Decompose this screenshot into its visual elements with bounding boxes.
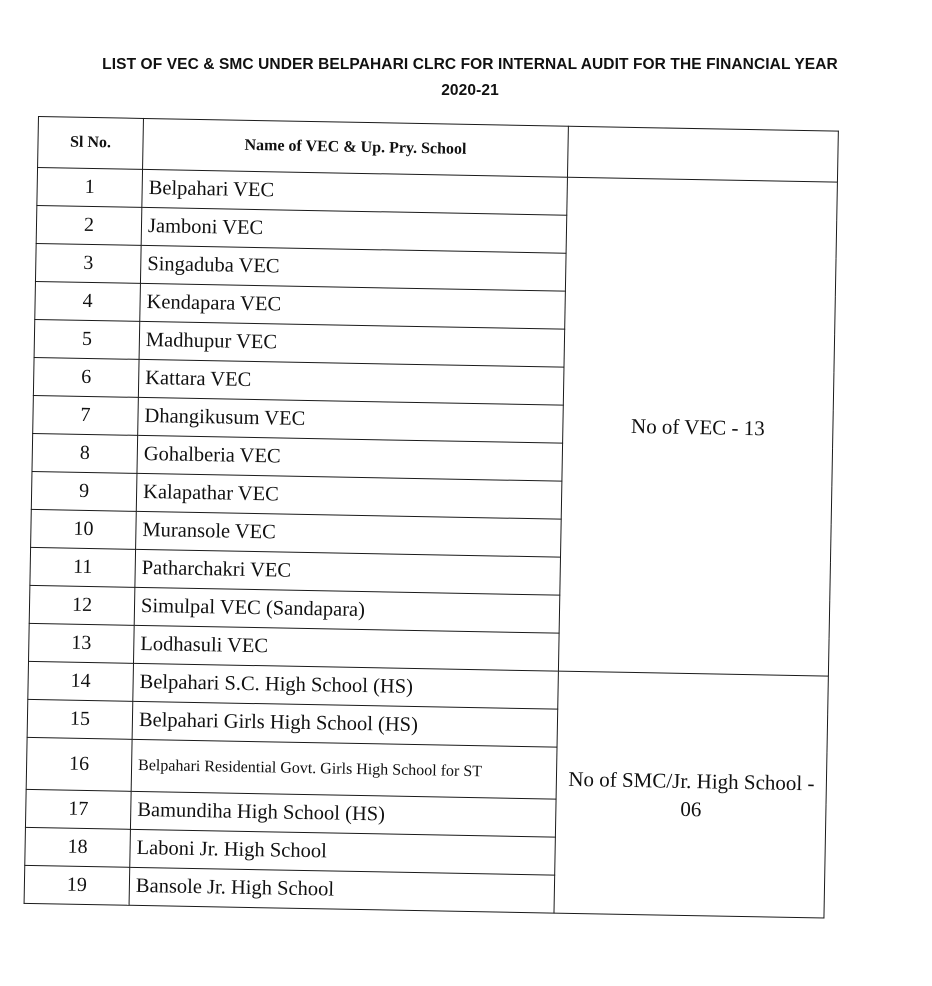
name-cell: Belpahari S.C. High School (HS) — [133, 663, 559, 709]
sl-cell: 16 — [26, 737, 132, 791]
title-line-1: LIST OF VEC & SMC UNDER BELPAHARI CLRC FOR INTERNAL AUDIT FOR THE FINANCIAL YEAR — [102, 56, 838, 73]
sl-cell: 6 — [33, 357, 139, 397]
name-cell: Madhupur VEC — [139, 321, 565, 367]
sl-cell: 9 — [31, 471, 137, 511]
sl-cell: 12 — [29, 585, 135, 625]
header-summary — [567, 126, 838, 182]
name-cell: Belpahari Girls High School (HS) — [132, 701, 558, 747]
header-sl-no: Sl No. — [38, 117, 144, 170]
name-cell: Kendapara VEC — [140, 283, 566, 329]
name-cell: Gohalberia VEC — [137, 435, 563, 481]
name-cell: Lodhasuli VEC — [133, 625, 559, 671]
name-cell: Bamundiha High School (HS) — [130, 791, 556, 837]
sl-cell: 19 — [24, 865, 130, 905]
name-cell: Belpahari VEC — [142, 169, 568, 215]
sl-cell: 1 — [37, 168, 143, 208]
sl-cell: 15 — [27, 699, 133, 739]
name-cell: Belpahari Residential Govt. Girls High School for ST — [131, 739, 557, 799]
name-cell: Dhangikusum VEC — [138, 397, 564, 443]
audit-table — [24, 116, 839, 919]
name-cell: Kalapathar VEC — [136, 473, 562, 519]
name-cell: Muransole VEC — [136, 511, 562, 557]
sl-cell: 2 — [36, 205, 142, 245]
smc-count-cell: No of SMC/Jr. High School - 06 — [554, 671, 828, 918]
sl-cell: 17 — [25, 789, 131, 829]
name-cell: Laboni Jr. High School — [130, 829, 556, 875]
sl-cell: 10 — [31, 509, 137, 549]
vec-count-cell: No of VEC - 13 — [558, 177, 837, 676]
name-cell: Kattara VEC — [138, 359, 564, 405]
document-title — [40, 52, 900, 104]
name-cell: Singaduba VEC — [140, 245, 566, 291]
sl-cell: 5 — [34, 319, 140, 359]
header-name: Name of VEC & Up. Pry. School — [143, 118, 569, 177]
sl-cell: 4 — [35, 281, 141, 321]
name-cell: Jamboni VEC — [141, 207, 567, 253]
sl-cell: 7 — [33, 395, 139, 435]
sl-cell: 14 — [28, 661, 134, 701]
name-cell: Bansole Jr. High School — [129, 867, 555, 913]
audit-table-container — [24, 116, 838, 919]
name-cell: Simulpal VEC (Sandapara) — [134, 587, 560, 633]
title-line-2: 2020-21 — [441, 82, 499, 99]
name-cell: Patharchakri VEC — [135, 549, 561, 595]
sl-cell: 11 — [30, 547, 136, 587]
sl-cell: 18 — [25, 827, 131, 867]
sl-cell: 13 — [29, 623, 135, 663]
sl-cell: 8 — [32, 433, 138, 473]
sl-cell: 3 — [35, 243, 141, 283]
